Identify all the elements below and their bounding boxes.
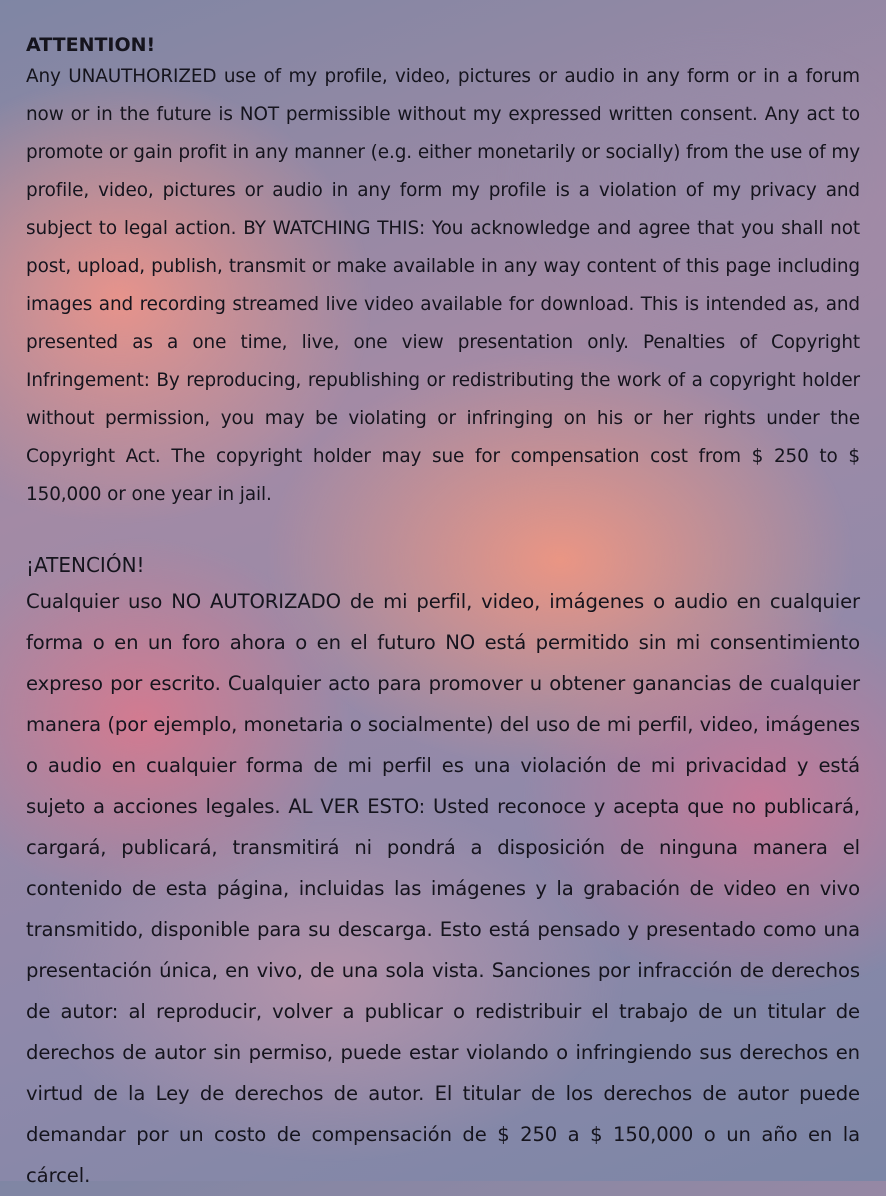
english-title: ATTENTION! <box>26 34 156 56</box>
spanish-notice-text: Cualquier uso NO AUTORIZADO de mi perfil, video, imágenes o audio en cualquier forma o en un foro ahora o en el futuro NO está permitido sin mi consentimiento expreso por escrito. Cualquier acto para promover u obtener ganancias de cualquier manera (por ejemplo, monetaria o socialmente) del uso de mi perfil, video, imágenes o audio en cualquier forma de mi perfil es una violación de mi privacidad y está sujeto a acciones legales. AL VER ESTO: Usted reconoce y acepta que no publicará, cargará, publicará, transmitirá ni pondrá a disposición de ninguna manera el contenido de esta página, incluidas las imágenes y la grabación de video en vivo transmitido, disponible para su descarga. Esto está pensado y presentado como una presentación única, en vivo, de una sola vista. Sanciones por infracción de derechos de autor: al reproducir, volver a publicar o redistribuir el trabajo de un titular de derechos de autor sin permiso, puede estar violando o infringiendo sus derechos en virtud de la Ley de derechos de autor. El titular de los derechos de autor puede demandar por un costo de compensación de $ 250 a $ 150,000 o un año en la cárcel. <box>26 590 860 1187</box>
english-notice-text: Any UNAUTHORIZED use of my profile, video, pictures or audio in any form or in a forum now or in the future is NOT permissible without my expressed written consent. Any act to promote or gain profit in any manner (e.g. either monetarily or socially) from the use of my profile, video, pictures or audio in any form my profile is a violation of my privacy and subject to legal action. BY WATCHING THIS: You acknowledge and agree that you shall not post, upload, publish, transmit or make available in any way content of this page including images and recording streamed live video available for download. This is intended as, and presented as a one time, live, one view presentation only. Penalties of Copyright Infringement: By reproducing, republishing or redistributing the work of a copyright holder without permission, you may be violating or infringing on his or her rights under the Copyright Act. The copyright holder may sue for compensation cost from $ 250 to $ 150,000 or one year in jail. <box>26 66 860 505</box>
spanish-title: ¡ATENCIÓN! <box>26 553 145 577</box>
notice-page <box>26 32 860 1196</box>
